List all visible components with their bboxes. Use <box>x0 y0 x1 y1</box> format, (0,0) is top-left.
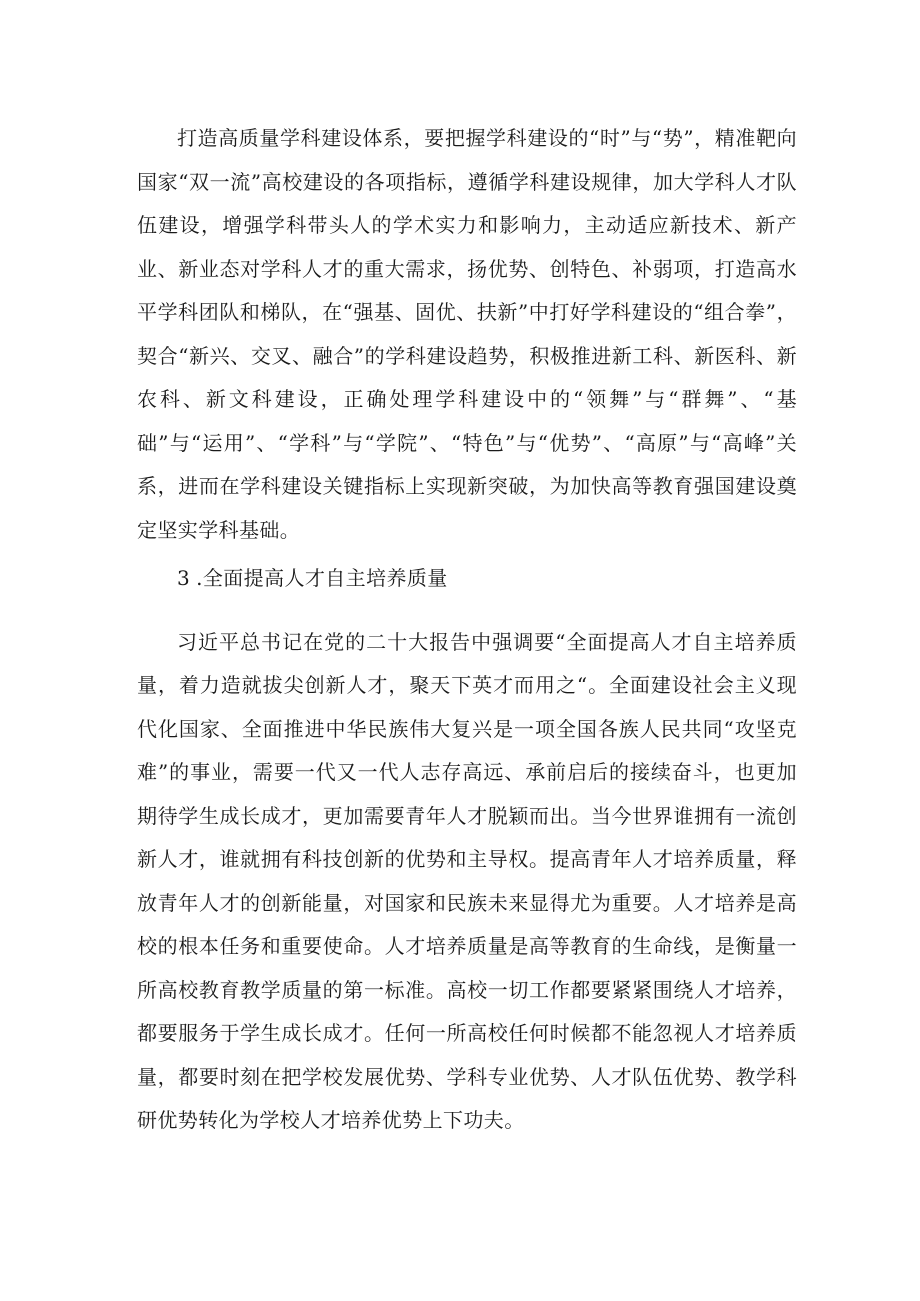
paragraph-talent-cultivation: 习近平总书记在党的二十大报告中强调要“全面提高人才自主培养质量，着力造就拔尖创新人才，聚天下英才而用之“。全面建设社会主义现代化国家、全面推进中华民族伟大复兴是一项全国各族人民共同“攻坚克难”的事业，需要一代又一代人志存高远、承前启后的接续奋斗，也更加期待学生成长成才，更加需要青年人才脱颖而出。当今世界谁拥有一流创新人才，谁就拥有科技创新的优势和主导权。提高青年人才培养质量，释放青年人才的创新能量，对国家和民族未来显得尤为重要。人才培养是高校的根本任务和重要使命。人才培养质量是高等教育的生命线，是衡量一所高校教育教学质量的第一标准。高校一切工作都要紧紧围绕人才培养，都要服务于学生成长成才。任何一所高校任何时候都不能忽视人才培养质量，都要时刻在把学校发展优势、学科专业优势、人才队伍优势、教学科研优势转化为学校人才培养优势上下功夫。 <box>137 629 797 1132</box>
section-heading-number: 3 <box>177 566 191 590</box>
section-heading <box>137 557 797 601</box>
section-heading-text: .全面提高人才自主培养质量 <box>196 566 448 590</box>
document-body <box>137 117 797 1143</box>
paragraph-discipline-construction: 打造高质量学科建设体系，要把握学科建设的“时”与“势”，精准靶向国家“双一流”高校建设的各项指标，遵循学科建设规律，加大学科人才队伍建设，增强学科带头人的学术实力和影响力，主动适应新技术、新产业、新业态对学科人才的重大需求，扬优势、创特色、补弱项，打造高水平学科团队和梯队，在“强基、固优、扶新”中打好学科建设的“组合拳”，契合“新兴、交叉、融合”的学科建设趋势，积极推进新工科、新医科、新农科、新文科建设，正确处理学科建设中的“领舞”与“群舞”、“基础”与“运用”、“学科”与“学院”、“特色”与“优势”、“高原”与“高峰”关系，进而在学科建设关键指标上实现新突破，为加快高等教育强国建设奠定坚实学科基础。 <box>137 126 797 542</box>
